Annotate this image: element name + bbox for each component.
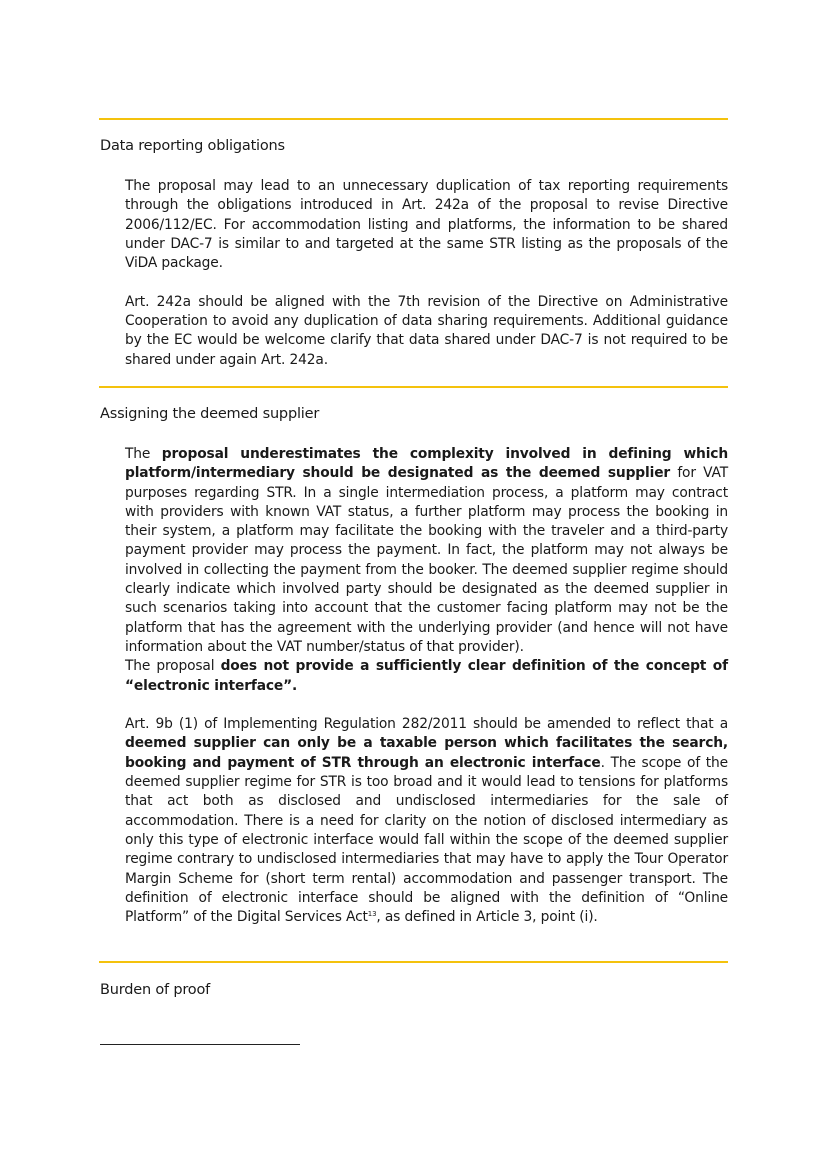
paragraph: The proposal may lead to an unnecessary duplication of tax reporting requirements through the obligations introduced in Art. 242a of the proposal to revise Directive 2006/112/EC. For accommodation listing and platforms, the information to be shared under DAC-7 is similar to and targeted at the same STR listing as the proposals of the ViDA package. xyxy=(125,178,728,272)
divider-1 xyxy=(99,386,728,388)
emphasis: deemed supplier can only be a taxable person which facilitates the search, booking and payment of STR through an electronic interface xyxy=(125,735,728,771)
divider-top xyxy=(99,118,728,120)
section-heading-data-reporting: Data reporting obligations xyxy=(100,138,285,154)
paragraph: Art. 242a should be aligned with the 7th revision of the Directive on Administrative Cooperation to avoid any duplication of data sharing requirements. Additional guidance by the EC would be welcome clarify that data shared under DAC-7 is not required to be shared under again Art. 242a. xyxy=(125,293,728,368)
paragraph: The proposal does not provide a sufficiently clear definition of the concept of “electronic interface”. xyxy=(125,658,728,694)
section-body-data-reporting xyxy=(125,177,728,370)
emphasis: proposal underestimates the complexity involved in defining which platform/intermediary should be designated as the deemed supplier xyxy=(125,446,728,482)
footnote-separator xyxy=(100,1044,300,1045)
paragraph: The proposal underestimates the complexity involved in defining which platform/intermediary should be designated as the deemed supplier for VAT purposes regarding STR. In a single intermediation process, a platform may contract with providers with known VAT status, a further platform may process the booking in their system, a platform may facilitate the booking with the traveler and a third-party payment provider may process the payment. In fact, the platform may not always be involved in collecting the payment from the booker. The deemed supplier regime should clearly indicate which involved party should be designated as the deemed supplier in such scenarios taking into account that the customer facing platform may not be the platform that has the agreement with the underlying provider (and hence will not have information about the VAT number/status of that provider). xyxy=(125,446,728,655)
section-heading-deemed-supplier: Assigning the deemed supplier xyxy=(100,406,320,422)
divider-2 xyxy=(99,961,728,963)
emphasis: does not provide a sufficiently clear definition of the concept of “electronic interface”. xyxy=(125,658,728,694)
section-heading-burden-of-proof: Burden of proof xyxy=(100,982,211,998)
footnote-reference[interactable]: 13 xyxy=(367,910,377,919)
paragraph: Art. 9b (1) of Implementing Regulation 282/2011 should be amended to reflect that a deemed supplier can only be a taxable person which facilitates the search, booking and payment of STR through an electronic interface. The scope of the deemed supplier regime for STR is too broad and it would lead to tensions for platforms that act both as disclosed and undisclosed intermediaries for the sale of accommodation. There is a need for clarity on the notion of disclosed intermediary as only this type of electronic interface would fall within the scope of the deemed supplier regime contrary to undisclosed intermediaries that may have to apply the Tour Operator Margin Scheme for (short term rental) accommodation and passenger transport. The definition of electronic interface should be aligned with the definition of “Online Platform” of the Digital Services Act$^{13}$, as defined in Article 3, point (i). xyxy=(125,716,728,926)
section-body-deemed-supplier xyxy=(125,445,728,927)
